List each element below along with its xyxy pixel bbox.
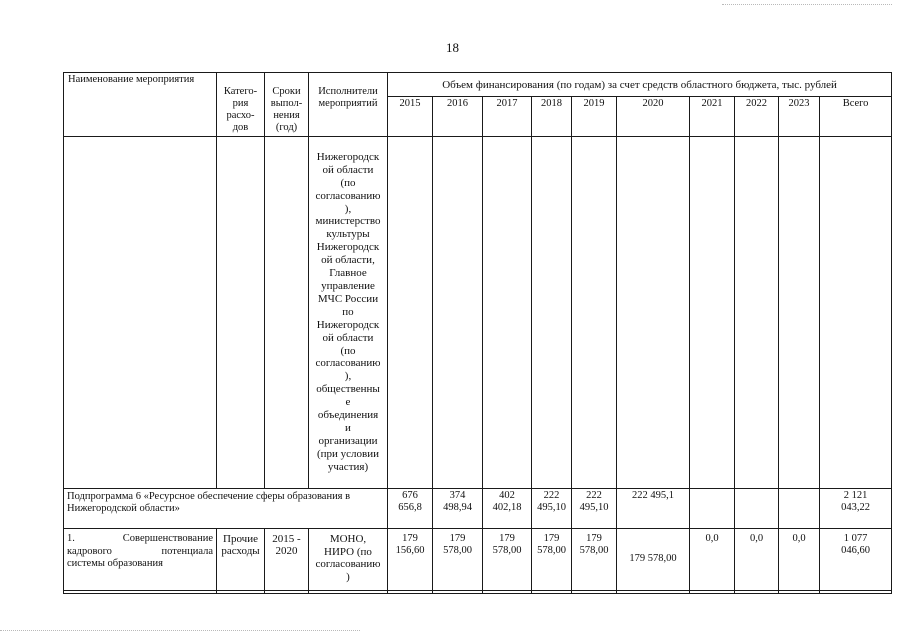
activity-executors: МОНО, НИРО (по согласованию ) [309, 529, 388, 591]
year-2017: 2017 [483, 97, 532, 137]
table-header-row [64, 73, 892, 97]
year-total: Всего [820, 97, 892, 137]
activity-period: 2015 - 2020 [265, 529, 309, 591]
trailing-2016 [433, 591, 483, 594]
trailing-name [64, 591, 217, 594]
activity-category: Прочие расходы [217, 529, 265, 591]
activity-2019: 179 578,00 [572, 529, 617, 591]
trailing-2015 [388, 591, 433, 594]
activity-2021: 0,0 [690, 529, 735, 591]
activity-2022: 0,0 [735, 529, 779, 591]
subprogram-2015: 676 656,8 [388, 489, 433, 529]
cont-name [64, 137, 217, 489]
header-financing [388, 73, 892, 97]
header-executors [309, 73, 388, 137]
cont-executors [309, 137, 388, 489]
cont-total [820, 137, 892, 489]
activity-2017: 179 578,00 [483, 529, 532, 591]
activity-name-line3: системы образования [67, 558, 163, 569]
scan-artifact-top [722, 4, 892, 6]
subprogram-total: 2 121 043,22 [820, 489, 892, 529]
subprogram-2016: 374 498,94 [433, 489, 483, 529]
header-name-text: Наименование мероприятия [68, 74, 195, 85]
activity-name-line2 [67, 546, 213, 559]
activity-name-line1 [67, 533, 213, 546]
year-2015: 2015 [388, 97, 433, 137]
scan-artifact-bottom [0, 630, 360, 632]
subprogram-2021 [690, 489, 735, 529]
subprogram-2023 [779, 489, 820, 529]
activity-2016: 179 578,00 [433, 529, 483, 591]
header-period-text: Сроки выпол- нения (год) [270, 86, 303, 133]
activity-word1: Совершенствование [122, 533, 213, 544]
trailing-2019 [572, 591, 617, 594]
cont-2020 [617, 137, 690, 489]
trailing-period [265, 591, 309, 594]
year-2022: 2022 [735, 97, 779, 137]
subprogram-2019: 222 495,10 [572, 489, 617, 529]
year-2016: 2016 [433, 97, 483, 137]
header-period [265, 73, 309, 137]
cont-executors-text: Нижегородск ой области (по согласованию ), министерство культуры Нижегородск ой области, Главное управление МЧС России по Нижегородск ой области (по согласованию ), общественны е объединения и организации (при условии участия) [315, 150, 381, 473]
continuation-row [64, 137, 892, 489]
trailing-2018 [532, 591, 572, 594]
cont-2022 [735, 137, 779, 489]
activity-2023: 0,0 [779, 529, 820, 591]
header-executors-text: Исполнители мероприятий [318, 86, 378, 109]
trailing-2020 [617, 591, 690, 594]
cont-2017 [483, 137, 532, 489]
cont-2021 [690, 137, 735, 489]
activity-2018: 179 578,00 [532, 529, 572, 591]
trailing-2021 [690, 591, 735, 594]
subprogram-2022 [735, 489, 779, 529]
subprogram-name-text: Подпрограмма 6 «Ресурсное обеспечение сферы образования в Нижегородской области» [67, 491, 351, 514]
cont-2018 [532, 137, 572, 489]
trailing-total [820, 591, 892, 594]
year-2019: 2019 [572, 97, 617, 137]
activity-2015: 179 156,60 [388, 529, 433, 591]
activity-name [64, 529, 217, 591]
cont-2023 [779, 137, 820, 489]
header-category [217, 73, 265, 137]
trailing-2017 [483, 591, 532, 594]
trailing-executors [309, 591, 388, 594]
year-2020: 2020 [617, 97, 690, 137]
activity-2020: 179 578,00 [617, 529, 690, 591]
subprogram-2020: 222 495,1 [617, 489, 690, 529]
activity-number: 1. [67, 533, 75, 544]
cont-2016 [433, 137, 483, 489]
subprogram-2017: 402 402,18 [483, 489, 532, 529]
activity-word2: кадрового [67, 545, 112, 557]
cont-2019 [572, 137, 617, 489]
budget-table [63, 72, 892, 594]
activity-row [64, 529, 892, 591]
trailing-category [217, 591, 265, 594]
activity-total: 1 077 046,60 [820, 529, 892, 591]
header-financing-text: Объем финансирования (по годам) за счет средств областного бюджета, тыс. рублей [442, 78, 837, 91]
year-2023: 2023 [779, 97, 820, 137]
activity-word3: потенциала [161, 545, 213, 557]
page-number: 18 [446, 40, 459, 55]
year-2021: 2021 [690, 97, 735, 137]
header-category-text: Катего- рия расхо- дов [223, 86, 258, 133]
cont-period [265, 137, 309, 489]
trailing-2023 [779, 591, 820, 594]
cont-2015 [388, 137, 433, 489]
cont-category [217, 137, 265, 489]
header-name [64, 73, 217, 137]
subprogram-name [64, 489, 388, 529]
subprogram-row [64, 489, 892, 529]
trailing-2022 [735, 591, 779, 594]
year-2018: 2018 [532, 97, 572, 137]
subprogram-2018: 222 495,10 [532, 489, 572, 529]
trailing-row [64, 591, 892, 594]
